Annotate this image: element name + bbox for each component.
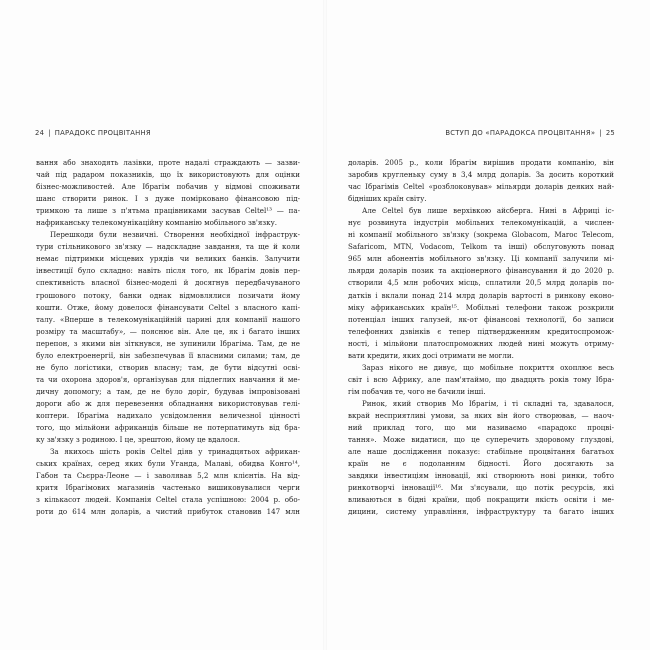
text-line: вливаються в бідні країни, щоб покращити якість освіти і ме- (348, 495, 614, 505)
text-line: нує розвинута індустрія мобільних телекомунікацій, а числен- (348, 218, 614, 228)
text-line: ний приклад того, що ми називаємо «парадокс процві- (348, 423, 614, 433)
text-line: інвестиції було складно: навіть після того, як Ібрагім довів пер- (36, 266, 300, 276)
text-line: грошового потоку, банки однак відмовлялися позичати йому (36, 290, 300, 300)
left-body-text (36, 157, 300, 518)
text-line: Зараз нікого не дивує, що мобільне покриття охоплює весь (362, 362, 614, 372)
text-line: Габон та Сьєрра-Леоне — і заволявав 5,2 млн клієнтів. На від- (36, 471, 300, 481)
text-line: бідніших країн світу. (348, 194, 427, 204)
text-line: телефонних дзвінків є тепер підтвердженням кредитоспромож- (348, 326, 614, 336)
text-line: чай під радаром показників, що їх використовують для оцінки (36, 170, 300, 180)
text-line: талу. «Вперше в телекомунікаційній царині для компанії нашого (36, 314, 300, 324)
text-line: не було логістики, створив власну; там, де бути відсутні осві- (36, 362, 300, 372)
text-line: критя Ібрагімових магазинів частенько вишиковувалися черги (36, 483, 300, 493)
text-line: Ринок, який створив Мо Ібрагім, і ті складні та, здавалося, (362, 398, 614, 408)
text-line: нафриканську телекомунікаційну компанію мобільного зв'язку. (36, 218, 278, 228)
header-separator: | (48, 129, 51, 137)
text-line: ринкотворчі інновації¹⁶. Ми з'ясували, що потік ресурсів, які (348, 483, 614, 493)
text-line: міку африканських країн¹⁵. Мобільні телефони також розкрили (348, 302, 614, 312)
text-line: було електроенергії, він забезпечував її власними силами; там, де (36, 350, 300, 360)
text-line: гім побачив те, чого не бачили інші. (348, 386, 486, 396)
text-line: тримкою та лише з п'ятьма працівниками засував Celtel¹³ — па- (36, 206, 300, 216)
text-line: але наше дослідження показує: стабільне процвітання багатьох (348, 447, 614, 457)
text-line: з кількасот людей. Компанія Celtel стала успішною: 2004 р. обо- (36, 495, 300, 505)
text-line: час Ібрагімів Celtel «розблоковував» мільярди доларів деяких най- (348, 182, 614, 192)
text-line: шанс створити ринок. І з дуже помірковано фінансовою під- (36, 194, 300, 204)
text-line: вати кредити, яких досі отримати не могли. (348, 350, 514, 360)
text-line: вання або знаходять лазівки, проте надалі страждають — зазви- (36, 158, 300, 167)
text-line: коптери. Ібрагіма надихало усвідомлення величезної цінності (36, 410, 300, 420)
text-line: За якихось шість років Celtel діяв у тринадцятьох африкан- (50, 447, 300, 457)
text-line: ності, і мільйони платоспроможних людей нині можуть отриму- (348, 338, 614, 348)
header-separator: | (599, 129, 602, 137)
text-line: доларів. 2005 р., коли Ібрагім вирішив продати компанію, він (348, 158, 614, 167)
text-line: дичну допомогу; а там, де не було доріг, будував імпровізовані (36, 386, 300, 396)
text-line: розміру та масштабу», — пояснює він. Але це, як і багато інших (36, 326, 300, 336)
text-line: та чи охорона здоров'я, організував для підлеглих навчання й ме- (36, 374, 300, 384)
text-line: заробив кругленьку суму в 3,4 млрд доларів. За досить короткий (348, 170, 614, 180)
text-line: Але Celtel був лише верхівкою айсберга. Нині в Африці іс- (362, 206, 614, 216)
text-line: дицини, систему управління, інфраструктуру та багато інших (348, 507, 614, 517)
text-line: кошти. Отже, йому довелося фінансувати Celtel з власного капі- (36, 302, 300, 312)
text-line: країн не є подоланням бідності. Його досягають за (348, 459, 614, 469)
right-running-head (445, 129, 615, 137)
page-number: 25 (605, 129, 615, 137)
text-line: датків і вклали понад 214 млрд доларів вартості в ринкову еконо- (348, 290, 614, 300)
text-line: роти до 614 млн доларів, а чистий прибуток становив 147 млн (36, 507, 300, 517)
running-head-title: ПАРАДОКС ПРОЦВІТАННЯ (54, 129, 151, 137)
text-line: ських країнах, серед яких були Уганда, Малаві, обидва Конго¹⁴, (36, 459, 300, 469)
right-page (325, 0, 650, 650)
text-line: перепон, з якими він зіткнувся, не зупинили Ібрагіма. Там, де не (36, 338, 300, 348)
text-line: тури стільникового зв'язку — надскладне завдання, та ще й коли (36, 242, 300, 252)
text-line: завдяки інвестиціям інновації, які створюють нові ринки, тобто (348, 471, 614, 481)
text-line: 965 млн абонентів мобільного зв'язку. Ці компанії залучили мі- (348, 254, 614, 264)
text-line: Safaricom, MTN, Vodacom, Telkom та інші) обслуговують понад (348, 242, 614, 252)
left-running-head (35, 129, 151, 137)
text-line: тання». Може видатися, що це суперечить здоровому глуздові, (348, 435, 614, 445)
text-line: створили 4,5 млн робочих місць, сплатили 20,5 млрд доларів по- (348, 278, 614, 288)
right-body-text (348, 157, 614, 518)
text-line: світ і всю Африку, але пам'ятаймо, що двадцять років тому Ібра- (348, 374, 614, 384)
text-line: льярди доларів позик та акціонерного фінансування й до 2020 р. (348, 266, 614, 276)
text-line: того, що мільйони африканців більше не потерпатимуть від бра- (36, 423, 300, 433)
text-line: Перешкоди були незвичні. Створення необхідної інфраструк- (50, 230, 300, 240)
text-line: ку зв'язку з родиною. І це, зрештою, йому це вдалося. (36, 435, 241, 445)
text-line: дороги або ж для перевезення обладнання використовував гелі- (36, 398, 300, 408)
running-head-title: ВСТУП ДО «ПАРАДОКСА ПРОЦВІТАННЯ» (445, 129, 596, 137)
text-line: немає підтримки місцевих урядів чи великих банків. Залучити (36, 254, 300, 264)
text-line: потенціал інших галузей, як-от фінансові технології, бо записи (348, 314, 614, 324)
text-line: спективність власної бізнес-моделі й досягнув передбачуваного (36, 278, 300, 288)
text-line: ні компанії мобільного зв'язку (зокрема Globacom, Maroc Telecom, (348, 230, 614, 240)
text-line: вкрай несприятливі умови, за яких він його створював, — наоч- (348, 410, 614, 420)
text-line: бізнес-можливостей. Але Ібрагім побачив у відмові споживати (36, 182, 300, 192)
page-number: 24 (35, 129, 45, 137)
